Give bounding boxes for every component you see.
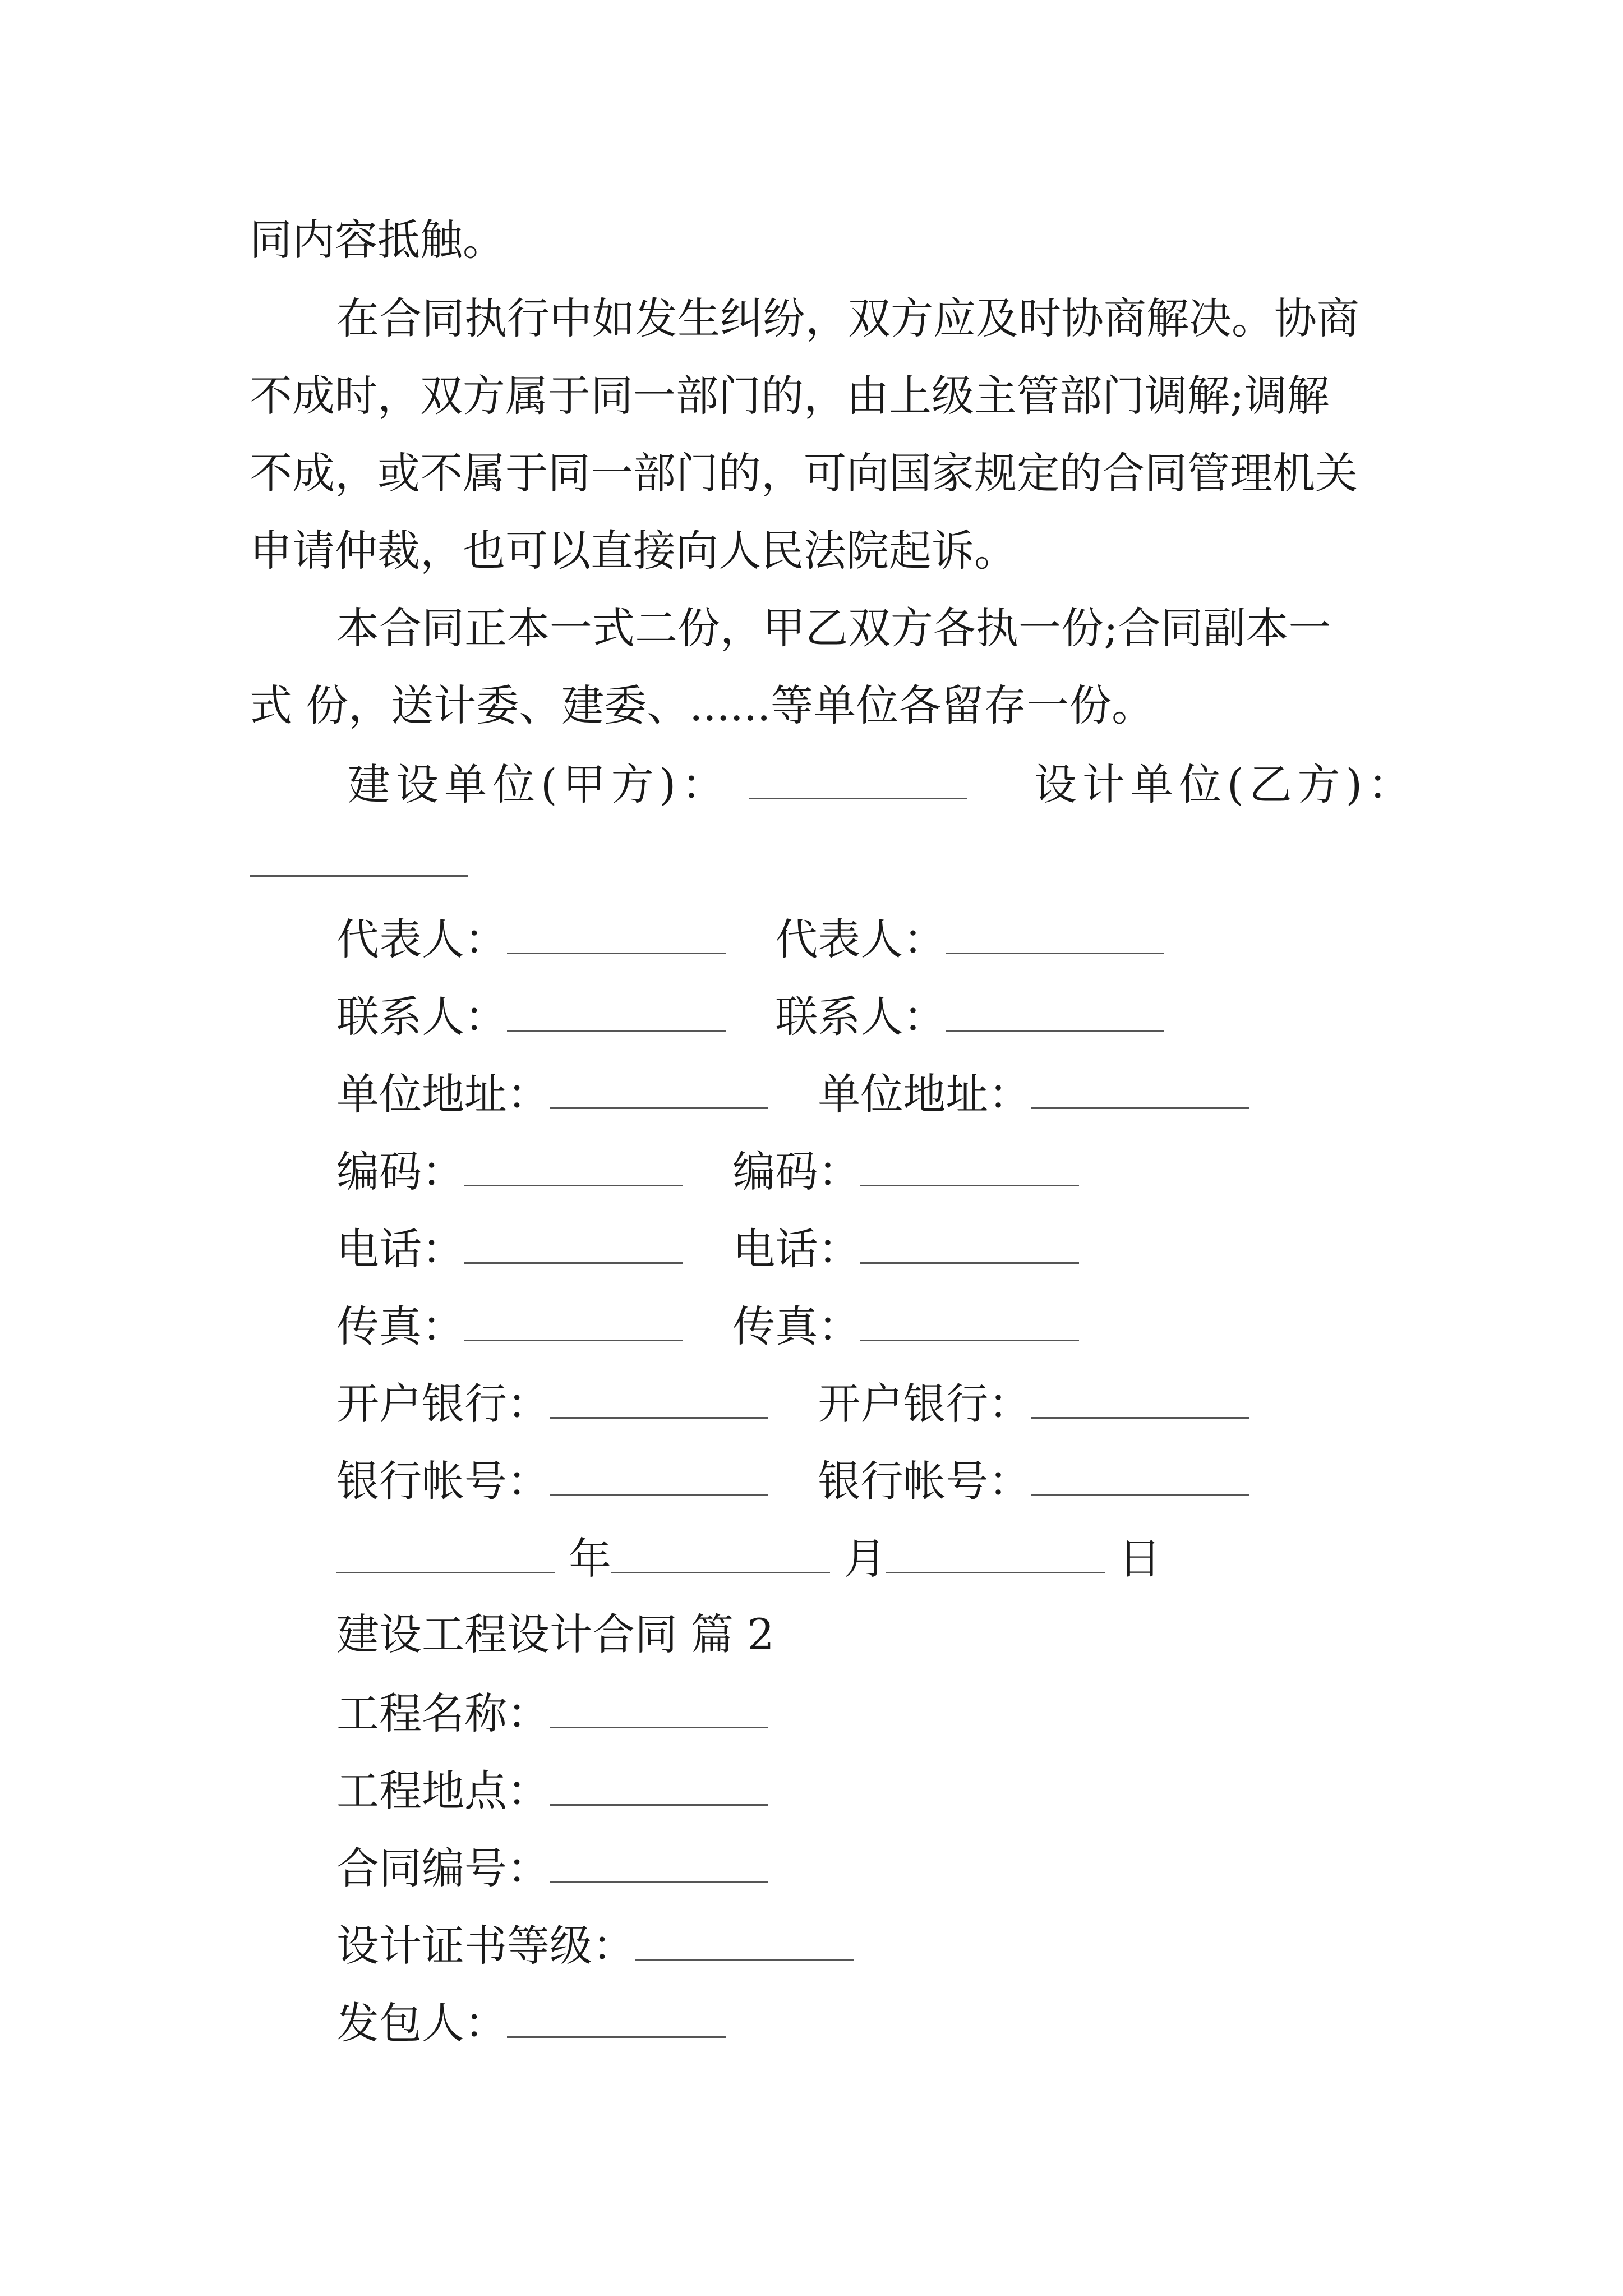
section-field-row [336, 1998, 726, 2048]
field-blank[interactable] [464, 1304, 683, 1341]
paragraph-line: 式 份，送计委、建委、......等单位各留存一份。 [250, 680, 1155, 730]
field-blank[interactable] [464, 1149, 683, 1186]
field-blank[interactable] [946, 917, 1164, 954]
field-blank[interactable] [464, 1226, 683, 1264]
field-blank[interactable] [635, 1923, 854, 1961]
paragraph-line: 不成，或不属于同一部门的，可向国家规定的合同管理机关 [250, 448, 1358, 498]
field-label: 联系人： [336, 992, 507, 1042]
signature-row [336, 914, 1164, 964]
field-blank[interactable] [550, 1846, 768, 1883]
day-blank[interactable] [886, 1536, 1105, 1573]
section-title: 建设工程设计合同 篇 2 [336, 1609, 774, 1659]
signature-row [336, 1147, 1079, 1197]
field-label: 电话： [732, 1224, 861, 1274]
signature-row [336, 1224, 1079, 1274]
signature-row [336, 1456, 1249, 1506]
field-label: 开户银行： [336, 1379, 550, 1429]
field-label: 传真： [732, 1301, 861, 1351]
paragraph-line: 申请仲裁，也可以直接向人民法院起诉。 [250, 526, 1017, 576]
month-label: 月 [843, 1534, 887, 1584]
field-label: 编码： [732, 1147, 861, 1197]
field-label: 设计证书等级： [336, 1921, 635, 1971]
field-blank[interactable] [1031, 1381, 1249, 1419]
field-label: 编码： [336, 1147, 464, 1197]
day-label: 日 [1118, 1534, 1161, 1584]
field-blank[interactable] [1031, 1071, 1249, 1109]
field-label: 合同编号： [336, 1843, 550, 1893]
field-blank[interactable] [860, 1304, 1079, 1341]
field-blank[interactable] [507, 917, 726, 954]
signature-row [336, 1069, 1249, 1119]
field-label: 代表人： [336, 914, 507, 964]
party-b-blank[interactable] [250, 839, 468, 877]
field-blank[interactable] [550, 1071, 768, 1109]
field-blank[interactable] [860, 1226, 1079, 1264]
party-a-label: 建设单位(甲方)： [348, 760, 730, 809]
section-field-row [336, 1688, 768, 1738]
field-blank[interactable] [507, 2000, 726, 2038]
field-blank[interactable] [550, 1768, 768, 1806]
section-field-row [336, 1921, 854, 1971]
field-label: 工程名称： [336, 1688, 550, 1738]
field-label: 单位地址： [336, 1069, 550, 1119]
party-a-blank[interactable] [749, 762, 967, 799]
year-label: 年 [569, 1534, 612, 1584]
field-blank[interactable] [550, 1458, 768, 1496]
field-blank[interactable] [860, 1149, 1079, 1186]
field-blank[interactable] [550, 1381, 768, 1419]
field-label: 联系人： [775, 992, 946, 1042]
paragraph-line: 同内容抵触。 [250, 215, 505, 265]
field-label: 代表人： [775, 914, 946, 964]
field-blank[interactable] [946, 994, 1164, 1032]
field-blank[interactable] [507, 994, 726, 1032]
party-b-blank-row [250, 839, 468, 884]
paragraph-line: 本合同正本一式二份，甲乙双方各执一份;合同副本一 [336, 603, 1331, 653]
field-label: 银行帐号： [818, 1456, 1031, 1506]
field-label: 传真： [336, 1301, 464, 1351]
field-label: 工程地点： [336, 1766, 550, 1816]
paragraph-line: 在合同执行中如发生纠纷，双方应及时协商解决。协商 [336, 293, 1359, 343]
field-label: 电话： [336, 1224, 464, 1274]
month-blank[interactable] [611, 1536, 830, 1573]
field-label: 开户银行： [818, 1379, 1031, 1429]
party-b-label: 设计单位(乙方)： [1034, 760, 1417, 809]
signature-row [336, 992, 1164, 1042]
year-blank[interactable] [336, 1536, 555, 1573]
field-blank[interactable] [550, 1691, 768, 1728]
date-row [336, 1534, 1161, 1584]
section-field-row [336, 1766, 768, 1816]
paragraph-line: 不成时，双方属于同一部门的，由上级主管部门调解;调解 [250, 371, 1330, 421]
field-label: 发包人： [336, 1998, 507, 2048]
signature-row [336, 1301, 1079, 1351]
field-label: 银行帐号： [336, 1456, 550, 1506]
party-a-row [348, 760, 1417, 809]
signature-row [336, 1379, 1249, 1429]
field-label: 单位地址： [818, 1069, 1031, 1119]
field-blank[interactable] [1031, 1458, 1249, 1496]
section-field-row [336, 1843, 768, 1893]
